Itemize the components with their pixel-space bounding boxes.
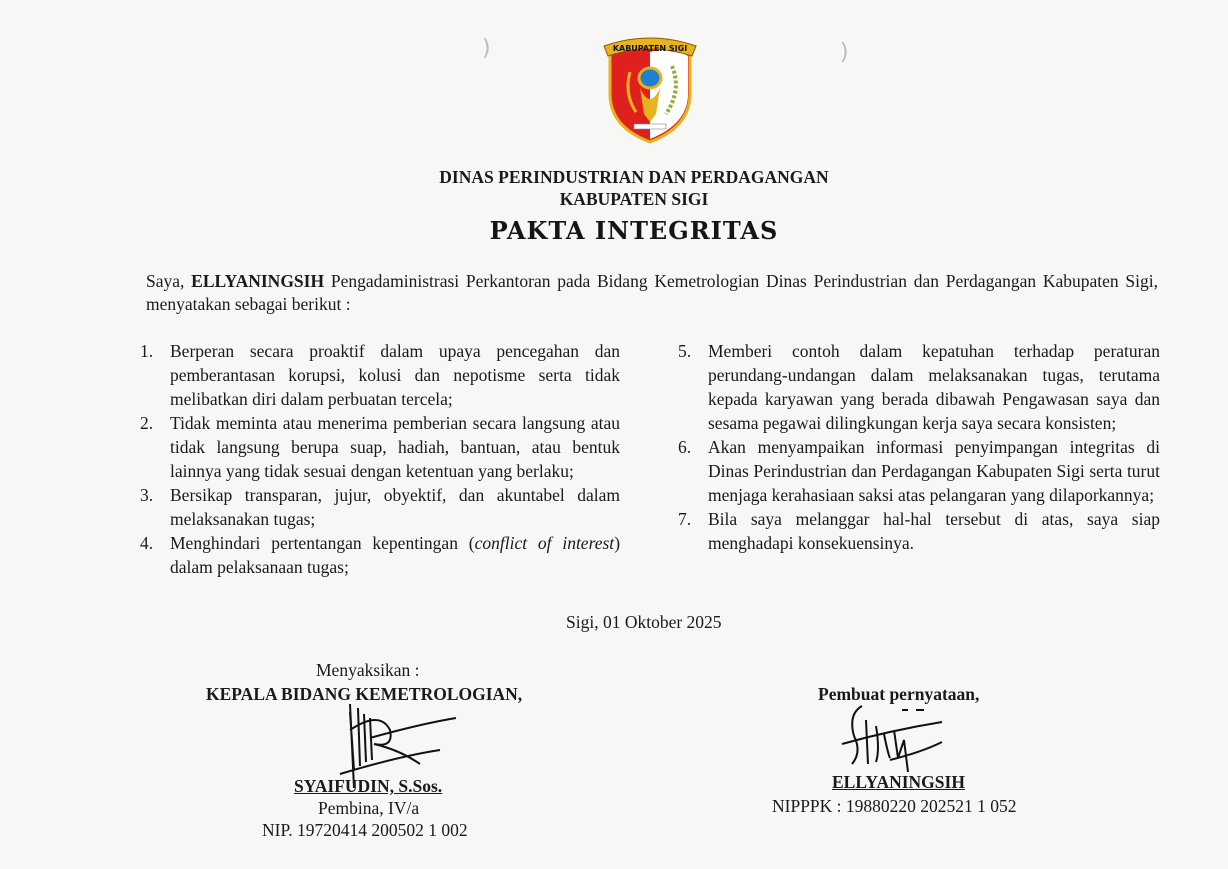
maker-signature: [832, 700, 962, 780]
item-number: 3.: [140, 485, 154, 505]
statement-item: [140, 531, 620, 579]
statement-item: [678, 435, 1160, 507]
statement-list-right: [678, 339, 1160, 555]
item-text: ) dalam pelaksanaan tugas;: [170, 533, 621, 577]
scan-mark: ): [840, 40, 849, 65]
item-text: Tidak meminta atau menerima pemberian secara langsung atau tidak langsung berupa suap, hadiah, bantuan, atau bentuk lainnya yang tidak sesuai dengan ketentuan yang berlaku;: [170, 413, 620, 481]
item-number: 1.: [140, 341, 154, 361]
item-text: Memberi contoh dalam kepatuhan terhadap peraturan perundang-undangan dalam melaksanakan tugas, terutama kepada karyawan yang berada dibawah Pengawasan saya dan sesama pegawai dilingkungan kerja saya secara konsisten;: [708, 341, 1160, 433]
document-title: PAKTA INTEGRITAS: [489, 216, 779, 245]
statement-item: [140, 411, 620, 483]
witness-label: Menyaksikan :: [316, 660, 420, 680]
item-number: 5.: [678, 341, 692, 361]
item-text-italic: conflict of interest: [474, 533, 615, 553]
item-text: Menghindari pertentangan kepentingan (: [170, 533, 475, 553]
item-number: 6.: [678, 437, 692, 457]
kabupaten-sigi-emblem: [600, 32, 700, 144]
witness-title: KEPALA BIDANG KEMETROLOGIAN,: [206, 684, 523, 704]
intro-rest: Pengadaministrasi Perkantoran pada Bidang Kemetrologian Dinas Perindustrian dan Perdagangan Kabupaten Sigi, menyatakan sebagai berikut :: [146, 271, 1158, 314]
witness-rank: Pembina, IV/a: [318, 798, 420, 818]
maker-title: Pembuat pernyataan,: [818, 684, 980, 704]
statement-item: [678, 339, 1160, 435]
item-number: 4.: [140, 533, 154, 553]
statement-item: [678, 507, 1160, 555]
item-number: 2.: [140, 413, 154, 433]
item-text: Berperan secara proaktif dalam upaya pencegahan dan pemberantasan korupsi, kolusi dan nepotisme serta tidak melibatkan diri dalam perbuatan tercela;: [170, 341, 620, 409]
maker-name: ELLYANINGSIH: [832, 772, 965, 792]
item-number: 7.: [678, 509, 692, 529]
emblem-banner-text: KABUPATEN SIGI: [612, 44, 688, 53]
statement-item: [140, 339, 620, 411]
item-text: Akan menyampaikan informasi penyimpangan integritas di Dinas Perindustrian dan Perdagangan Kabupaten Sigi serta turut menjaga kerahasiaan saksi atas pelangaran yang dilaporkannya;: [708, 437, 1160, 505]
scan-mark: ): [482, 36, 491, 61]
item-text: Bila saya melanggar hal-hal tersebut di atas, saya siap menghadapi konsekuensinya.: [708, 509, 1160, 553]
statement-item: [140, 483, 620, 531]
item-text: Bersikap transparan, jujur, obyektif, dan akuntabel dalam melaksanakan tugas;: [170, 485, 620, 529]
witness-name: SYAIFUDIN, S.Sos.: [294, 776, 443, 796]
statement-list-left: [140, 339, 620, 579]
declarant-name: ELLYANINGSIH: [191, 271, 325, 291]
maker-nip: NIPPPK : 19880220 202521 1 052: [772, 796, 1017, 816]
intro-paragraph: [146, 270, 1158, 316]
intro-prefix: Saya,: [146, 271, 192, 291]
region-name: KABUPATEN SIGI: [559, 189, 709, 209]
witness-nip: NIP. 19720414 200502 1 002: [262, 820, 468, 840]
agency-name: DINAS PERINDUSTRIAN DAN PERDAGANGAN: [439, 167, 829, 187]
place-date: Sigi, 01 Oktober 2025: [566, 612, 722, 632]
